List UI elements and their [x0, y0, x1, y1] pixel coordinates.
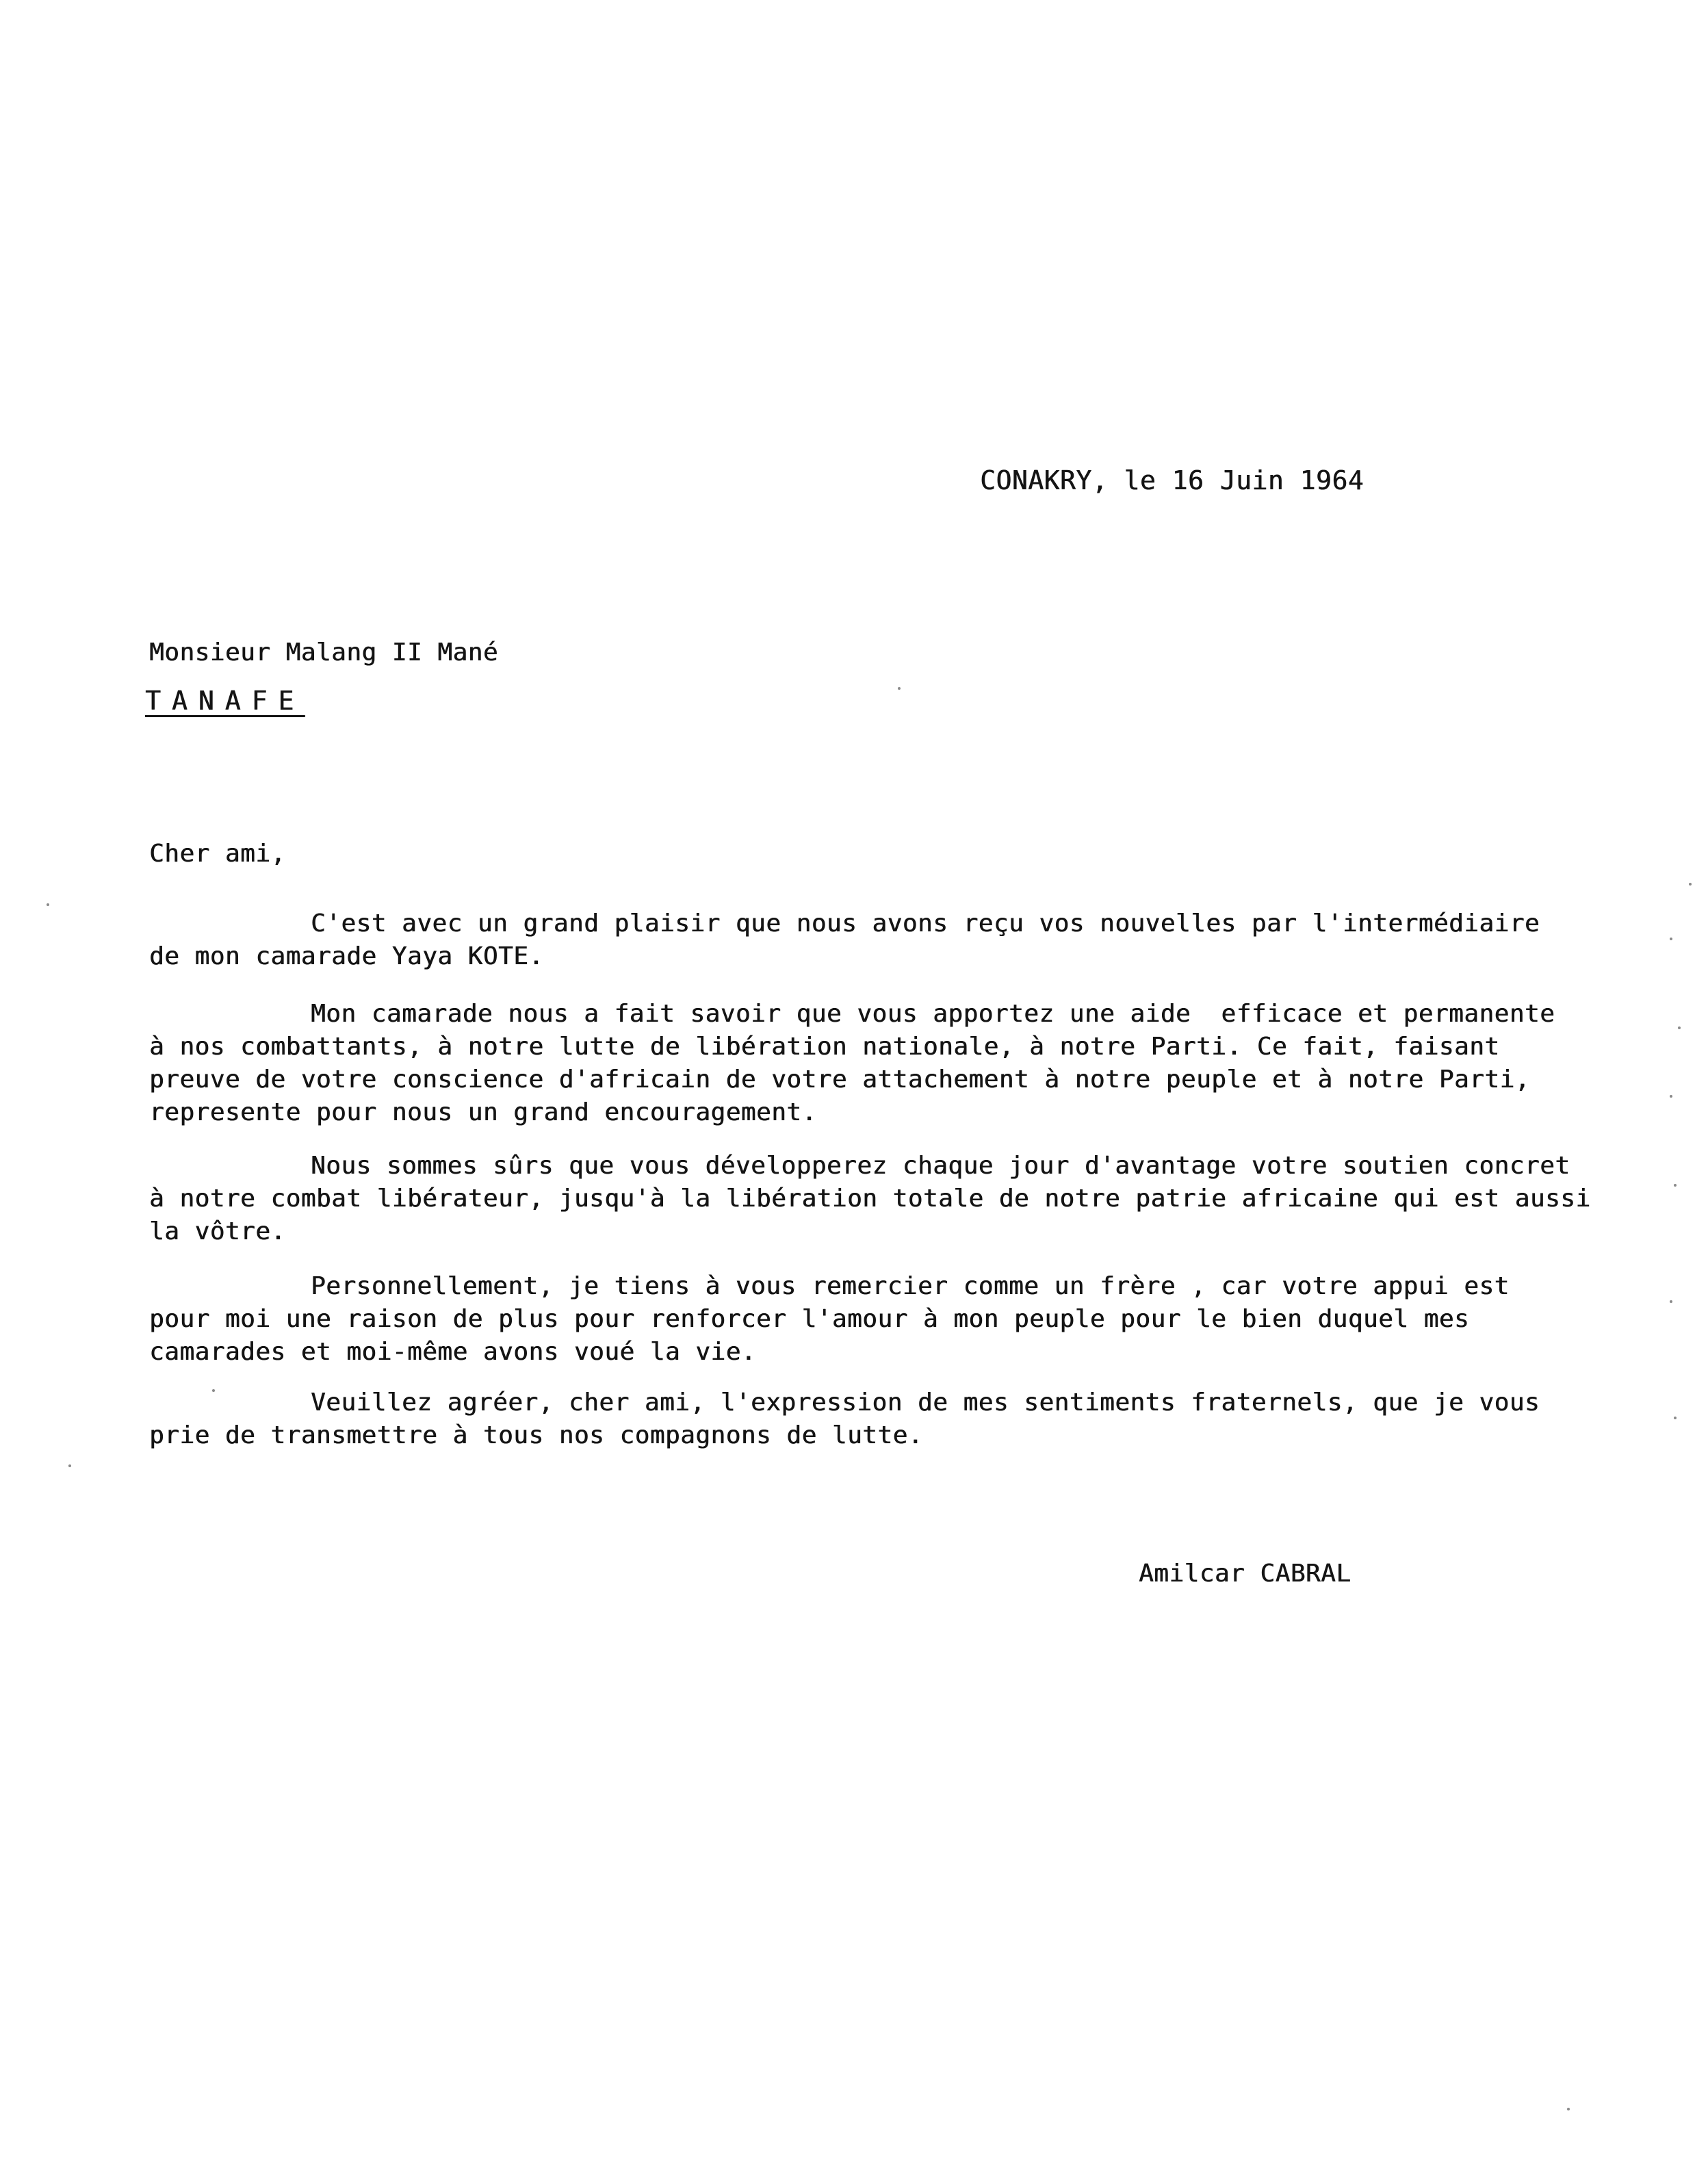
scan-speck	[1674, 1184, 1677, 1187]
paragraph-line: Nous sommes sûrs que vous développerez chaque jour d'avantage votre soutien concret	[311, 1152, 1570, 1180]
paragraph-line: de mon camarade Yaya KOTE.	[149, 942, 544, 970]
scan-speck	[1670, 938, 1672, 940]
paragraph-line: camarades et moi-même avons voué la vie.	[149, 1338, 756, 1366]
date-line: CONAKRY, le 16 Juin 1964	[980, 465, 1364, 495]
body-paragraph-3	[149, 1150, 1641, 1248]
scan-speck	[68, 1464, 71, 1467]
paragraph-line: pour moi une raison de plus pour renforcer l'amour à mon peuple pour le bien duquel mes	[149, 1305, 1470, 1333]
paragraph-line: C'est avec un grand plaisir que nous avons reçu vos nouvelles par l'intermédiaire	[311, 909, 1540, 938]
scan-speck	[1674, 1417, 1677, 1419]
paragraph-line: à nos combattants, à notre lutte de libération nationale, à notre Parti. Ce fait, faisant	[149, 1033, 1500, 1061]
paragraph-line: represente pour nous un grand encouragement.	[149, 1098, 817, 1126]
scan-speck	[1670, 1095, 1672, 1098]
scan-speck	[47, 903, 49, 906]
salutation: Cher ami,	[149, 840, 286, 868]
recipient-name: Monsieur Malang II Mané	[149, 638, 498, 667]
body-paragraph-5	[149, 1386, 1641, 1452]
signature-name: Amilcar CABRAL	[1139, 1560, 1351, 1588]
paragraph-line: à notre combat libérateur, jusqu'à la libération totale de notre patrie africaine qui est aussi	[149, 1185, 1591, 1213]
paragraph-line: Mon camarade nous a fait savoir que vous apportez une aide efficace et permanente	[311, 1000, 1555, 1028]
body-paragraph-4	[149, 1270, 1641, 1369]
scan-speck	[1678, 1026, 1681, 1029]
paragraph-line: Veuillez agréer, cher ami, l'expression de mes sentiments fraternels, que je vous	[311, 1389, 1540, 1417]
paragraph-line: la vôtre.	[149, 1217, 286, 1245]
scan-speck	[1670, 1300, 1672, 1303]
scan-speck	[1689, 883, 1692, 886]
scan-speck	[898, 687, 901, 690]
recipient-place: TANAFE	[145, 686, 305, 716]
scan-speck	[1567, 2108, 1570, 2110]
scan-speck	[212, 1389, 215, 1392]
body-paragraph-1	[149, 907, 1641, 973]
paragraph-line: preuve de votre conscience d'africain de votre attachement à notre peuple et à notre Parti,	[149, 1065, 1530, 1094]
paragraph-line: prie de transmettre à tous nos compagnons de lutte.	[149, 1421, 923, 1449]
body-paragraph-2	[149, 998, 1641, 1129]
paragraph-line: Personnellement, je tiens à vous remercier comme un frère , car votre appui est	[311, 1272, 1510, 1300]
